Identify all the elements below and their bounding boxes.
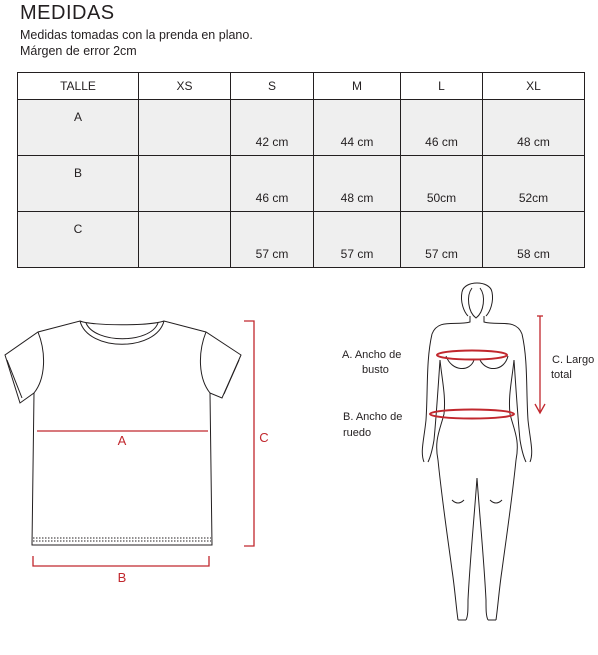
column-header: M <box>314 73 401 100</box>
row-label: A <box>18 100 139 156</box>
row-label: C <box>18 212 139 268</box>
column-header: S <box>231 73 314 100</box>
table-cell: 52cm <box>483 156 585 212</box>
measure-line-b <box>33 556 209 566</box>
shirt-label-a: A <box>117 433 127 448</box>
measure-line-c <box>244 321 254 546</box>
body-label-b-line1: B. Ancho de <box>343 411 403 423</box>
shirt-label-b: B <box>117 570 127 585</box>
measure-ring-bust <box>437 351 507 360</box>
shirt-label-c: C <box>259 430 269 445</box>
table-cell: 58 cm <box>483 212 585 268</box>
table-cell: 46 cm <box>231 156 314 212</box>
row-label: B <box>18 156 139 212</box>
body-label-b-line2: ruedo <box>343 427 372 439</box>
subtitle-measure-note: Medidas tomadas con la prenda en plano. <box>20 28 253 42</box>
body-label-c-line2: total <box>551 369 572 381</box>
column-header: XL <box>483 73 585 100</box>
table-cell: 57 cm <box>314 212 401 268</box>
page-title: MEDIDAS <box>20 2 115 24</box>
body-label-c-line1: C. Largo <box>552 354 595 366</box>
table-cell: 42 cm <box>231 100 314 156</box>
body-figure-illustration <box>422 283 531 620</box>
table-cell: 50cm <box>401 156 483 212</box>
body-label-a-line2: busto <box>362 364 389 376</box>
column-header: XS <box>139 73 231 100</box>
column-header: TALLE <box>18 73 139 100</box>
body-label-a-line1: A. Ancho de <box>342 349 402 361</box>
table-cell: 57 cm <box>401 212 483 268</box>
subtitle-error-margin: Márgen de error 2cm <box>20 44 137 58</box>
table-cell: 57 cm <box>231 212 314 268</box>
table-cell: 44 cm <box>314 100 401 156</box>
measure-ring-hem <box>430 410 514 419</box>
column-header: L <box>401 73 483 100</box>
table-cell: 48 cm <box>483 100 585 156</box>
table-cell: 46 cm <box>401 100 483 156</box>
table-cell: 48 cm <box>314 156 401 212</box>
